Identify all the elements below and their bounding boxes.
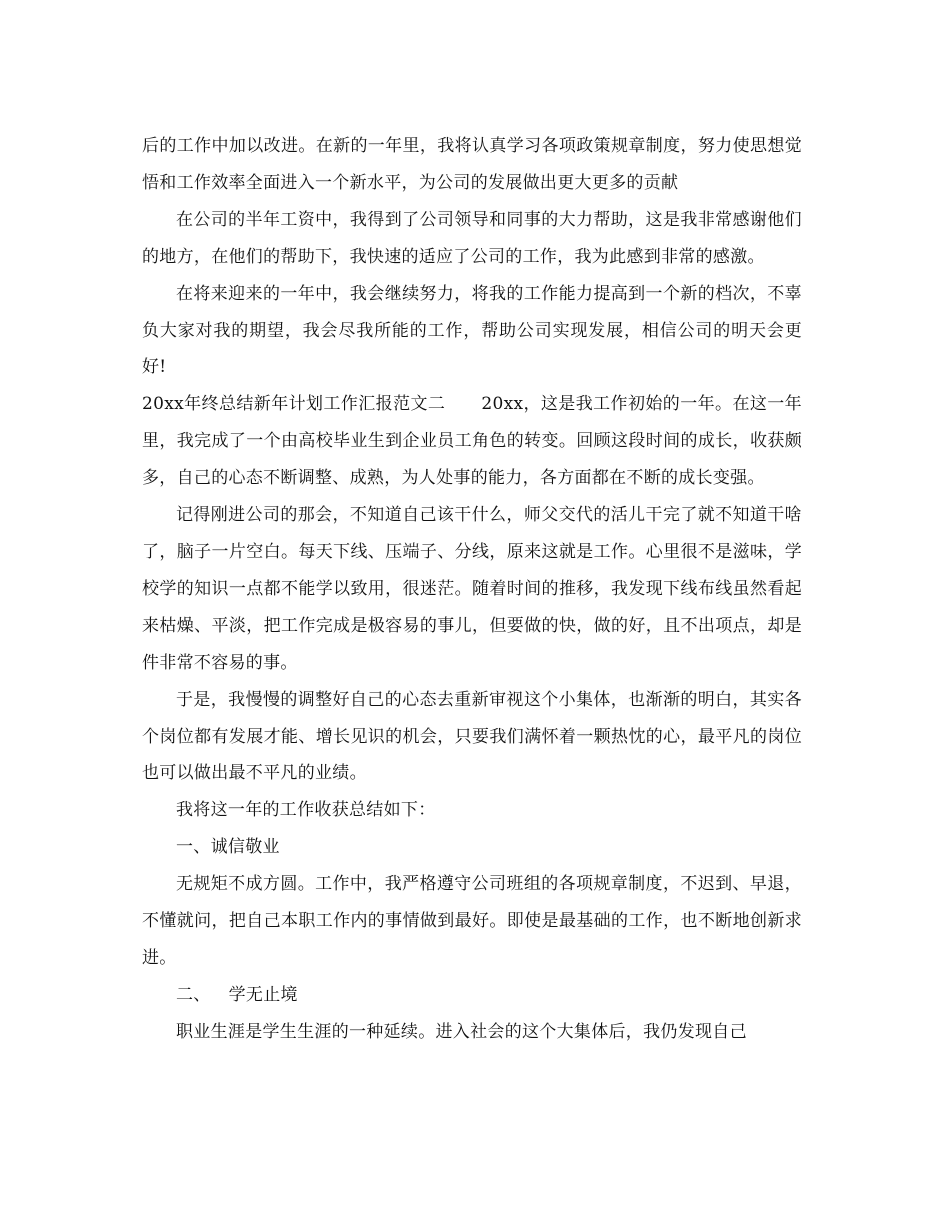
paragraph-11: 职业生涯是学生生涯的一种延续。进入社会的这个大集体后，我仍发现自己 — [176, 1021, 747, 1042]
paragraph-5: 记得刚进公司的那会，不知道自己该干什么，师父交代的活儿干完了就不知道干啥了，脑子一片空白。每天下线、压端子、分线，原来这就是工作。心里很不是滋味，学校学的知识一点都不能学以致用，很迷茫。随着时间的推移，我发现下线布线虽然看起来枯燥、平淡，把工作完成是极容易的事儿，但要做的快，做的好，且不出项点，却是件非常不容易的事。 — [142, 505, 802, 673]
heading-integrity: 一、诚信敬业 — [176, 837, 280, 858]
paragraph-7: 我将这一年的工作收获总结如下： — [176, 800, 436, 821]
paragraph-3: 在将来迎来的一年中，我会继续努力，将我的工作能力提高到一个新的档次，不辜负大家对我的期望，我会尽我所能的工作，帮助公司实现发展，相信公司的明天会更好! — [142, 283, 802, 378]
paragraph-1: 后的工作中加以改进。在新的一年里，我将认真学习各项政策规章制度，努力使思想觉悟和工作效率全面进入一个新水平，为公司的发展做出更大更多的贡献 — [142, 136, 802, 193]
paragraph-4 — [142, 386, 802, 497]
heading-learning — [142, 977, 802, 1014]
paragraph-6: 于是，我慢慢的调整好自己的心态去重新审视这个小集体，也渐渐的明白，其实各个岗位都有发展才能、增长见识的机会，只要我们满怀着一颗热忱的心，最平凡的岗位也可以做出最不平凡的业绩。 — [142, 689, 802, 784]
paragraph-4-body: 20xx，这是我工作初始的一年。在这一年里，我完成了一个由高校毕业生到企业员工角色的转变。回顾这段时间的成长，收获颇多，自己的心态不断调整、成熟，为人处事的能力，各方面都在不断的成长变强。 — [142, 394, 802, 489]
document-body — [142, 128, 802, 1051]
heading-number: 二、 — [176, 984, 211, 1005]
heading-text: 学无止境 — [228, 984, 298, 1005]
section-title: 20xx年终总结新年计划工作汇报范文二 — [142, 394, 446, 415]
paragraph-2: 在公司的半年工资中，我得到了公司领导和同事的大力帮助，这是我非常感谢他们的地方，在他们的帮助下，我快速的适应了公司的工作，我为此感到非常的感激。 — [142, 209, 802, 267]
paragraph-9: 无规矩不成方圆。工作中，我严格遵守公司班组的各项规章制度，不迟到、早退，不懂就问，把自己本职工作内的事情做到最好。即使是最基础的工作，也不断地创新求进。 — [142, 874, 802, 968]
